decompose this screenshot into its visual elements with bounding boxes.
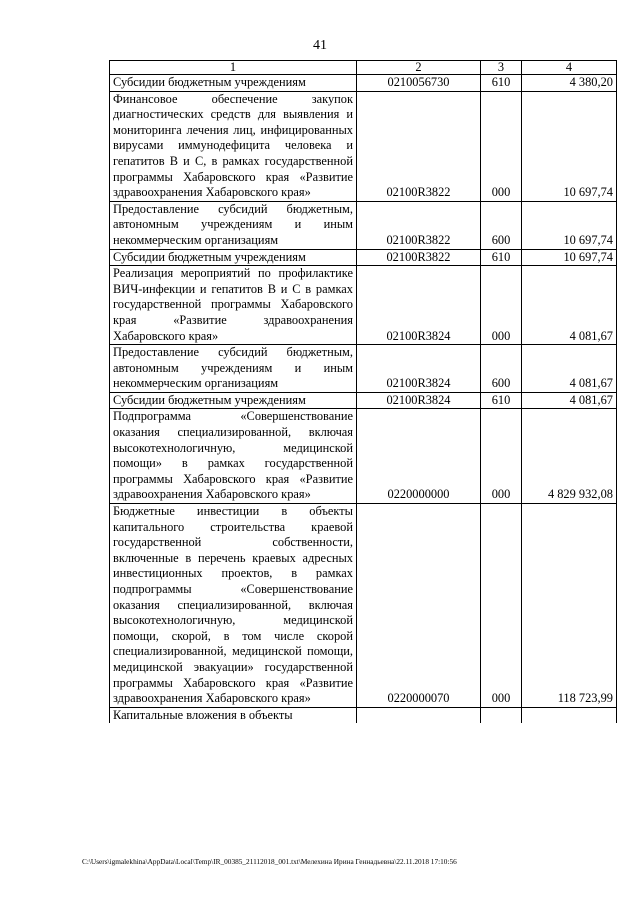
row-amount: 118 723,99 bbox=[522, 504, 617, 708]
row-description: Субсидии бюджетным учреждениям bbox=[110, 75, 357, 92]
row-description: Предоставление субсидий бюджетным, автономным учреждениям и иным некоммерческим организациям bbox=[110, 201, 357, 249]
row-amount: 4 081,67 bbox=[522, 392, 617, 409]
table-row bbox=[110, 707, 617, 723]
row-description: Капитальные вложения в объекты bbox=[110, 707, 357, 723]
row-target-code: 02100R3824 bbox=[357, 392, 481, 409]
row-expense-type bbox=[481, 707, 522, 723]
row-expense-type: 610 bbox=[481, 392, 522, 409]
row-amount: 4 380,20 bbox=[522, 75, 617, 92]
file-path-footer: C:\Users\igmalekhina\AppData\Local\Temp\IR_00385_21112018_001.txt\Мелехина Ирина Геннадьевна\22.11.2018 17:10:56 bbox=[82, 857, 457, 866]
row-amount: 10 697,74 bbox=[522, 249, 617, 266]
table-row bbox=[110, 409, 617, 504]
table-row bbox=[110, 91, 617, 201]
table-row bbox=[110, 249, 617, 266]
row-description: Субсидии бюджетным учреждениям bbox=[110, 249, 357, 266]
row-target-code: 02100R3822 bbox=[357, 91, 481, 201]
budget-table bbox=[109, 60, 617, 723]
table-row bbox=[110, 504, 617, 708]
row-description: Субсидии бюджетным учреждениям bbox=[110, 392, 357, 409]
row-expense-type: 000 bbox=[481, 266, 522, 345]
table-row bbox=[110, 75, 617, 92]
row-expense-type: 610 bbox=[481, 249, 522, 266]
row-expense-type: 600 bbox=[481, 345, 522, 393]
row-target-code bbox=[357, 707, 481, 723]
table-row bbox=[110, 201, 617, 249]
row-amount: 4 829 932,08 bbox=[522, 409, 617, 504]
row-target-code: 0220000070 bbox=[357, 504, 481, 708]
row-description: Реализация мероприятий по профилактике ВИЧ-инфекции и гепатитов В и С в рамках государственной программы Хабаровского края «Развитие здравоохранения Хабаровского края» bbox=[110, 266, 357, 345]
row-target-code: 02100R3824 bbox=[357, 266, 481, 345]
row-target-code: 0210056730 bbox=[357, 75, 481, 92]
row-target-code: 02100R3824 bbox=[357, 345, 481, 393]
row-description: Финансовое обеспечение закупок диагностических средств для выявления и мониторинга лечения лиц, инфицированных вирусами иммунодефицита человека и гепатитов В и С, в рамках государственной программы Хабаровского края «Развитие здравоохранения Хабаровского края» bbox=[110, 91, 357, 201]
header-col-3: 3 bbox=[481, 61, 522, 75]
row-description: Подпрограмма «Совершенствование оказания специализированной, включая высокотехнологичную, медицинской помощи» в рамках государственной программы Хабаровского края «Развитие здравоохранения Хабаровского края» bbox=[110, 409, 357, 504]
row-expense-type: 000 bbox=[481, 91, 522, 201]
header-col-4: 4 bbox=[522, 61, 617, 75]
row-amount: 10 697,74 bbox=[522, 201, 617, 249]
row-amount: 4 081,67 bbox=[522, 266, 617, 345]
header-col-2: 2 bbox=[357, 61, 481, 75]
row-expense-type: 000 bbox=[481, 409, 522, 504]
table-row bbox=[110, 392, 617, 409]
page-number: 41 bbox=[313, 38, 327, 53]
table-row bbox=[110, 266, 617, 345]
row-expense-type: 610 bbox=[481, 75, 522, 92]
header-col-1: 1 bbox=[110, 61, 357, 75]
row-expense-type: 000 bbox=[481, 504, 522, 708]
row-target-code: 0220000000 bbox=[357, 409, 481, 504]
row-amount: 4 081,67 bbox=[522, 345, 617, 393]
row-target-code: 02100R3822 bbox=[357, 201, 481, 249]
table-row bbox=[110, 345, 617, 393]
row-expense-type: 600 bbox=[481, 201, 522, 249]
header-row bbox=[110, 61, 617, 75]
row-description: Бюджетные инвестиции в объекты капитального строительства краевой государственной собственности, включенные в перечень краевых адресных инвестиционных проектов, в рамках подпрограммы «Совершенствование оказания специализированной, включая высокотехнологичную, медицинской помощи, скорой, в том числе скорой специализированной, медицинской помощи, медицинской эвакуации» государственной программы Хабаровского края «Развитие здравоохранения Хабаровского края» bbox=[110, 504, 357, 708]
row-description: Предоставление субсидий бюджетным, автономным учреждениям и иным некоммерческим организациям bbox=[110, 345, 357, 393]
row-amount: 10 697,74 bbox=[522, 91, 617, 201]
row-amount bbox=[522, 707, 617, 723]
row-target-code: 02100R3822 bbox=[357, 249, 481, 266]
